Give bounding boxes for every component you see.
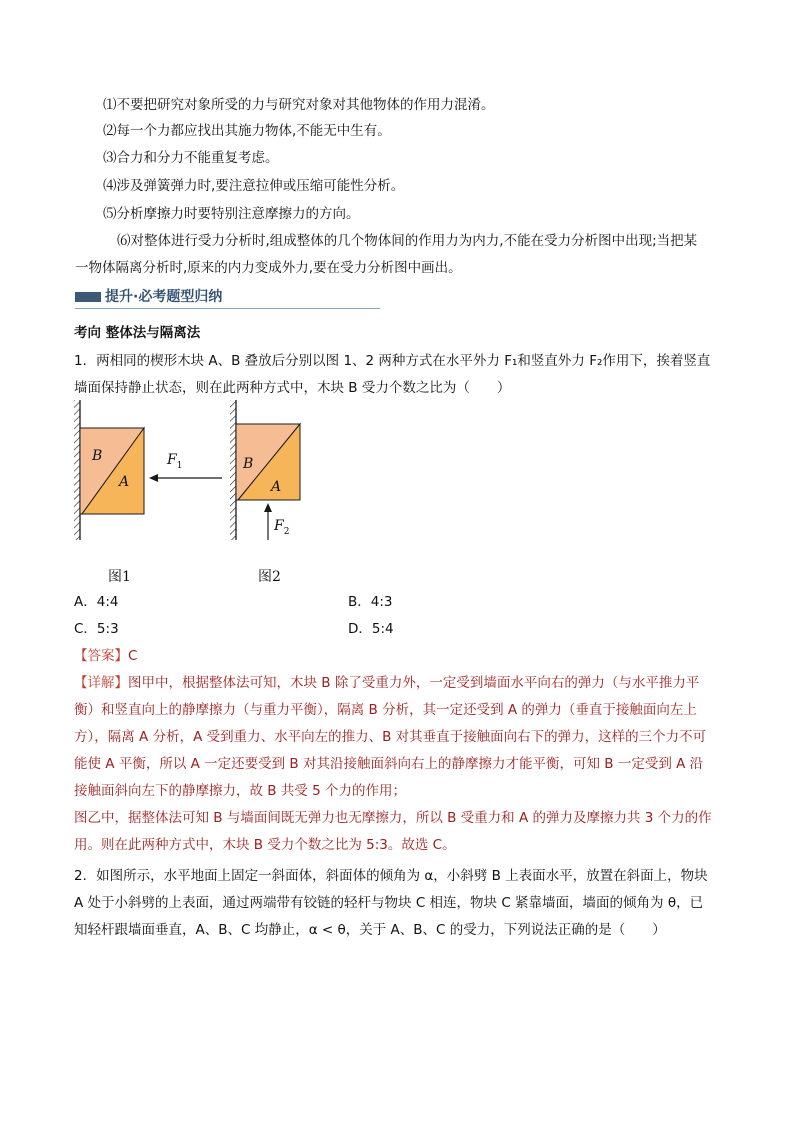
q1-option-b[interactable]: B．4:3 xyxy=(348,594,393,610)
q2-stem-line-2: A 处于小斜劈的上表面，通过两端带有铰链的轻杆与物块 C 相连，物块 C 紧靠墙面，墙面的倾角为 θ，已 xyxy=(74,895,704,911)
q1-detail-line-2: 衡）和竖直向上的静摩擦力（与重力平衡），隔离 B 分析，其一定还受到 A 的弹力（垂直于接触面向左上 xyxy=(74,702,697,718)
q1-answer xyxy=(74,646,137,666)
note-line-4: ⑷涉及弹簧弹力时,要注意拉伸或压缩可能性分析。 xyxy=(103,178,405,194)
note-line-6-cont: 一物体隔离分析时,原来的内力变成外力,要在受力分析图中画出。 xyxy=(75,260,462,276)
answer-tag: 【答案】 xyxy=(74,648,128,664)
q2-stem-line-3: 知轻杆跟墙面垂直，A、B、C 均静止，α < θ，关于 A、B、C 的受力，下列说法正确的是（ ） xyxy=(74,922,666,938)
force-f2-arrow xyxy=(264,503,272,540)
q1-detail-line-7: 用。则在此两种方式中，木块 B 受力个数之比为 5:3。故选 C。 xyxy=(74,837,456,853)
q1-detail-line-1 xyxy=(74,673,699,693)
section-header xyxy=(75,287,380,309)
q1-stem-line-2: 墙面保持静止状态，则在此两种方式中，木块 B 受力个数之比为（ ） xyxy=(74,380,511,396)
force-f2-label xyxy=(274,518,289,537)
section-title: 提升·必考题型归纳 xyxy=(105,289,223,305)
force-f1-subscript: 1 xyxy=(176,460,183,471)
q1-option-d[interactable]: D．5:4 xyxy=(348,621,394,637)
q1-stem-line-1: 1．两相同的楔形木块 A、B 叠放后分别以图 1、2 两种方式在水平外力 F₁和竖直外力 F₂作用下，挨着竖直 xyxy=(74,353,711,369)
q1-detail-line-5: 接触面斜向左下的静摩擦力，故 B 共受 5 个力的作用； xyxy=(74,783,407,799)
note-line-6: ⑹对整体进行受力分析时,组成整体的几个物体间的作用力为内力,不能在受力分析图中出现;当把某 xyxy=(117,233,698,249)
fig2-wall xyxy=(230,400,236,540)
section-marker xyxy=(75,292,101,302)
q1-detail-line-3: 方），隔离 A 分析，A 受到重力、水平向左的推力、B 对其垂直于接触面向右下的弹力，这样的三个力不可 xyxy=(74,729,707,745)
q2-stem-line-1: 2．如图所示，水平地面上固定一斜面体，斜面体的倾角为 α，小斜劈 B 上表面水平，放置在斜面上，物块 xyxy=(74,868,708,884)
fig1-label-a: A xyxy=(119,474,130,490)
note-line-5: ⑸分析摩擦力时要特别注意摩擦力的方向。 xyxy=(103,206,360,222)
force-f1-label xyxy=(167,452,182,471)
force-f2-symbol: F xyxy=(274,518,284,534)
fig1-label-b: B xyxy=(92,448,103,464)
force-f1-symbol: F xyxy=(167,452,177,468)
subsection-title: 考向 整体法与隔离法 xyxy=(74,325,201,341)
force-f1-arrow xyxy=(149,474,222,482)
fig1-wall xyxy=(74,400,80,540)
fig2-caption: 图2 xyxy=(258,569,281,585)
note-line-3: ⑶合力和分力不能重复考虑。 xyxy=(103,150,279,166)
q1-option-a[interactable]: A．4:4 xyxy=(74,594,119,610)
answer-value: C xyxy=(128,648,138,664)
fig2-label-b: B xyxy=(243,456,254,472)
fig2-label-a: A xyxy=(271,479,282,495)
q1-detail-line-4: 能使 A 平衡，所以 A 一定还要受到 B 对其沿接触面斜向右上的静摩擦力才能平衡，可知 B 一定受到 A 沿 xyxy=(74,756,704,772)
detail-text-1: 图甲中，根据整体法可知，木块 B 除了受重力外，一定受到墙面水平向右的弹力（与水平推力平 xyxy=(128,675,700,691)
q1-detail-line-6: 图乙中，据整体法可知 B 与墙面间既无弹力也无摩擦力，所以 B 受重力和 A 的弹力及摩擦力共 3 个力的作 xyxy=(74,810,712,826)
detail-tag: 【详解】 xyxy=(74,675,128,691)
note-line-1: ⑴不要把研究对象所受的力与研究对象对其他物体的作用力混淆。 xyxy=(103,97,495,113)
force-f2-subscript: 2 xyxy=(283,526,290,537)
section-rule xyxy=(75,308,380,309)
note-line-2: ⑵每一个力都应找出其施力物体,不能无中生有。 xyxy=(103,123,391,139)
q1-option-c[interactable]: C．5:3 xyxy=(74,621,119,637)
fig1-caption: 图1 xyxy=(108,569,131,585)
